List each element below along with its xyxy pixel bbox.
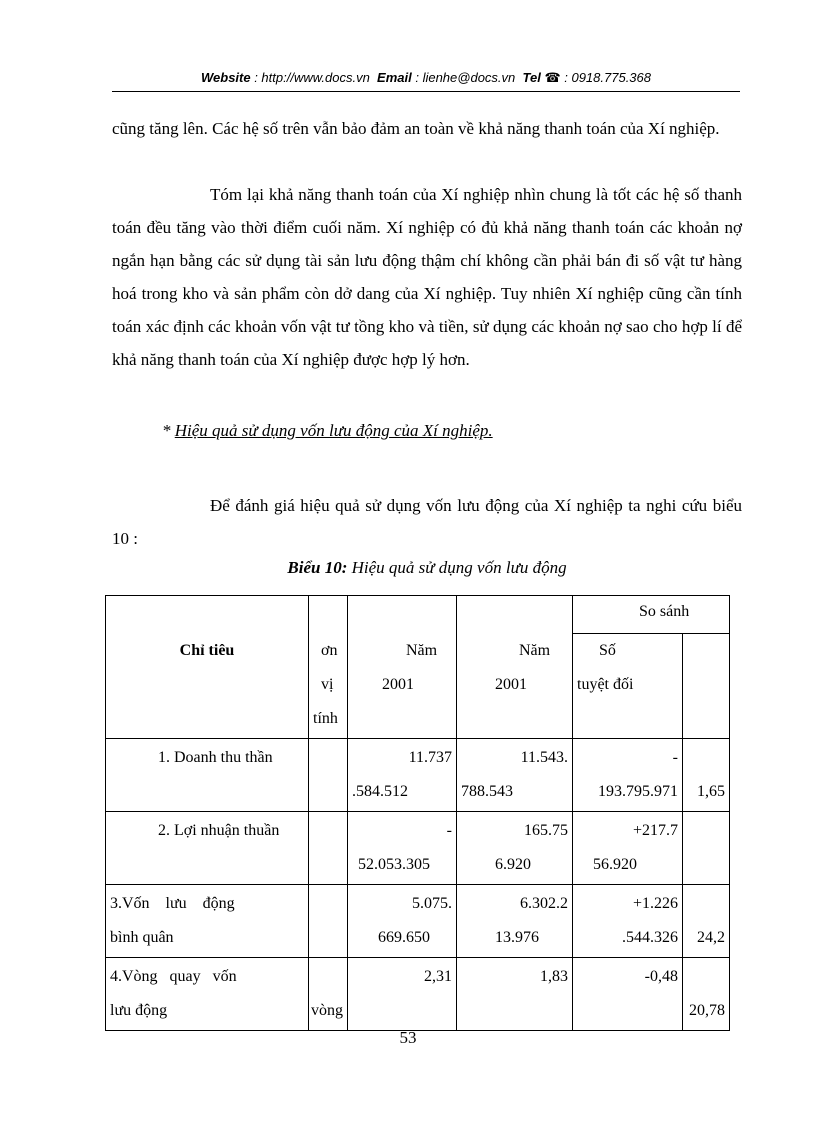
table-header-row: [106, 596, 730, 634]
row-4-label: 4.Vòng quay vốn lưu động: [106, 958, 309, 1031]
website-value: : http://www.docs.vn: [250, 70, 370, 85]
table-row: [106, 739, 730, 812]
header-percent: [683, 633, 730, 738]
row-1-label: 1. Doanh thu thần: [106, 739, 309, 812]
row-3-label: 3.Vốn lưu động bình quân: [106, 885, 309, 958]
row-2-percent: [683, 812, 730, 885]
row-3-year-1: 5.075. 669.650: [348, 885, 457, 958]
row-1-year-2: 11.543. 788.543: [457, 739, 573, 812]
row-3-unit: [309, 885, 348, 958]
header-unit-2: vị: [321, 676, 334, 693]
email-value: : lienhe@docs.vn: [411, 70, 516, 85]
row-2-absolute: +217.7 56.920: [573, 812, 683, 885]
row-4-unit: vòng: [309, 958, 348, 1031]
header-unit: [309, 596, 348, 739]
caption-label: Biểu 10:: [287, 558, 348, 577]
header-so-sanh: So sánh: [573, 596, 730, 634]
header-unit-1: ơn: [321, 642, 338, 659]
table-row: [106, 885, 730, 958]
row-2-unit: [309, 812, 348, 885]
header-tuyet-doi-b: tuyệt đối: [577, 675, 634, 693]
row-4-year-2: 1,83: [457, 958, 573, 1031]
header-year-1-b: 2001: [382, 676, 414, 693]
tel-value: ☎ : 0918.775.368: [544, 70, 651, 85]
tel-label: Tel: [522, 70, 541, 85]
row-3-absolute: +1.226 .544.326: [573, 885, 683, 958]
paragraph-3: Để đánh giá hiệu quả sử dụng vốn lưu động của Xí nghiệp ta nghi cứu biểu 10 :: [112, 496, 742, 548]
table-row: [106, 958, 730, 1031]
header-tuyet-doi-a: Số: [599, 641, 616, 659]
row-3-year-2: 6.302.2 13.976: [457, 885, 573, 958]
row-1-absolute: - 193.795.971: [573, 739, 683, 812]
paragraph-2: Tóm lại khả năng thanh toán của Xí nghiệp nhìn chung là tốt các hệ số thanh toán đều tăng vào thời điểm cuối năm. Xí nghiệp có đủ khả năng thanh toán các khoản nợ ngắn hạn bằng các sử dụng tài sản lưu động thậm chí không cần phải bán đi số vật tư hàng hoá trong kho và sản phẩm còn dở dang của Xí nghiệp. Tuy nhiên Xí nghiệp cũng cần tính toán xác định các khoản vốn vật tư tồng kho và tiền, sử dụng các khoản nợ sao cho hợp lí để khả năng thanh toán của Xí nghiệp được hợp lý hơn.: [112, 185, 742, 369]
page-header: [112, 70, 740, 92]
row-4-year-1: 2,31: [348, 958, 457, 1031]
row-2-year-1: - 52.053.305: [348, 812, 457, 885]
data-table: [105, 595, 730, 1031]
header-year-1: [348, 596, 457, 739]
row-1-percent: 1,65: [683, 739, 730, 812]
paragraph-1: cũng tăng lên. Các hệ số trên vẫn bảo đảm an toàn về khả năng thanh toán của Xí nghiệp.: [112, 119, 720, 138]
row-1-unit: [309, 739, 348, 812]
header-year-2-a: Năm: [519, 642, 551, 659]
row-4-absolute: -0,48: [573, 958, 683, 1031]
header-unit-3: tính: [313, 710, 338, 727]
header-year-1-a: Năm: [406, 642, 438, 659]
header-chi-tieu: Chỉ tiêu: [106, 596, 309, 739]
page-number: 53: [399, 1028, 417, 1047]
section-title: Hiệu quả sử dụng vốn lưu động của Xí nghiệp.: [174, 421, 493, 440]
row-3-percent: 24,2: [683, 885, 730, 958]
caption-title: Hiệu quả sử dụng vốn lưu động: [347, 558, 567, 577]
row-2-year-2: 165.75 6.920: [457, 812, 573, 885]
row-2-label: 2. Lợi nhuận thuần: [106, 812, 309, 885]
header-tuyet-doi: [573, 633, 683, 738]
header-year-2-b: 2001: [495, 676, 527, 693]
table-caption: [112, 558, 742, 578]
section-star: *: [162, 421, 175, 440]
row-1-year-1: 11.737 .584.512: [348, 739, 457, 812]
row-4-percent: 20,78: [683, 958, 730, 1031]
header-year-2: [457, 596, 573, 739]
section-heading: [162, 421, 493, 441]
table-row: [106, 812, 730, 885]
email-label: Email: [377, 70, 412, 85]
website-label: Website: [200, 70, 251, 85]
